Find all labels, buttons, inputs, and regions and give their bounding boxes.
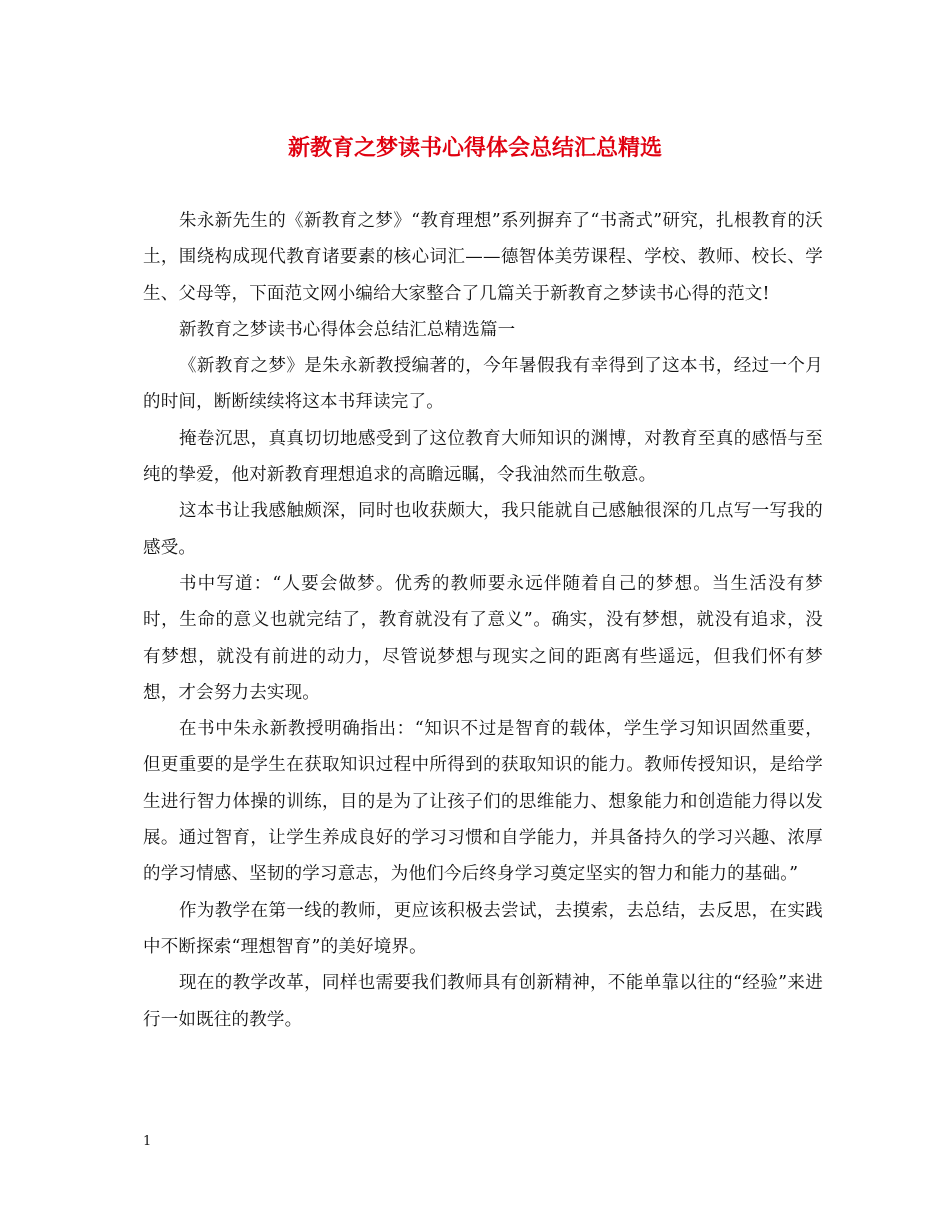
document-body xyxy=(143,203,823,1038)
section-heading: 新教育之梦读书心得体会总结汇总精选篇一 xyxy=(179,319,516,340)
paragraph: 作为教学在第一线的教师，更应该积极去尝试，去摸索，去总结，去反思，在实践中不断探索“理想智育”的美好境界。 xyxy=(143,900,823,957)
paragraph: 现在的教学改革，同样也需要我们教师具有创新精神，不能单靠以往的“经验”来进行一如既往的教学。 xyxy=(143,973,823,1030)
document-title: 新教育之梦读书心得体会总结汇总精选 xyxy=(287,135,662,161)
paragraph-intro: 朱永新先生的《新教育之梦》“教育理想”系列摒弃了“书斋式”研究，扎根教育的沃土，围绕构成现代教育诸要素的核心词汇——德智体美劳课程、学校、教师、校长、学生、父母等，下面范文网小编给大家整合了几篇关于新教育之梦读书心得的范文! xyxy=(143,211,823,304)
paragraph: 掩卷沉思，真真切切地感受到了这位教育大师知识的渊博，对教育至真的感悟与至纯的挚爱，他对新教育理想追求的高瞻远瞩，令我油然而生敬意。 xyxy=(143,428,823,486)
paragraph: 书中写道：“人要会做梦。优秀的教师要永远伴随着自己的梦想。当生活没有梦时，生命的意义也就完结了，教育就没有了意义”。确实，没有梦想，就没有追求，没有梦想，就没有前进的动力，尽管说梦想与现实之间的距离有些遥远，但我们怀有梦想，才会努力去实现。 xyxy=(143,573,823,703)
paragraph: 《新教育之梦》是朱永新教授编著的，今年暑假我有幸得到了这本书，经过一个月的时间，断断续续将这本书拜读完了。 xyxy=(143,356,823,413)
page-number: 1 xyxy=(143,1134,152,1149)
paragraph: 这本书让我感触颇深，同时也收获颇大，我只能就自己感触很深的几点写一写我的感受。 xyxy=(143,501,823,558)
paragraph: 在书中朱永新教授明确指出：“知识不过是智育的载体，学生学习知识固然重要，但更重要的是学生在获取知识过程中所得到的获取知识的能力。教师传授知识，是给学生进行智力体操的训练，目的是为了让孩子们的思维能力、想象能力和创造能力得以发展。通过智育，让学生养成良好的学习习惯和自学能力，并具备持久的学习兴趣、浓厚的学习情感、坚韧的学习意志，为他们今后终身学习奠定坚实的智力和能力的基础。” xyxy=(143,719,823,885)
